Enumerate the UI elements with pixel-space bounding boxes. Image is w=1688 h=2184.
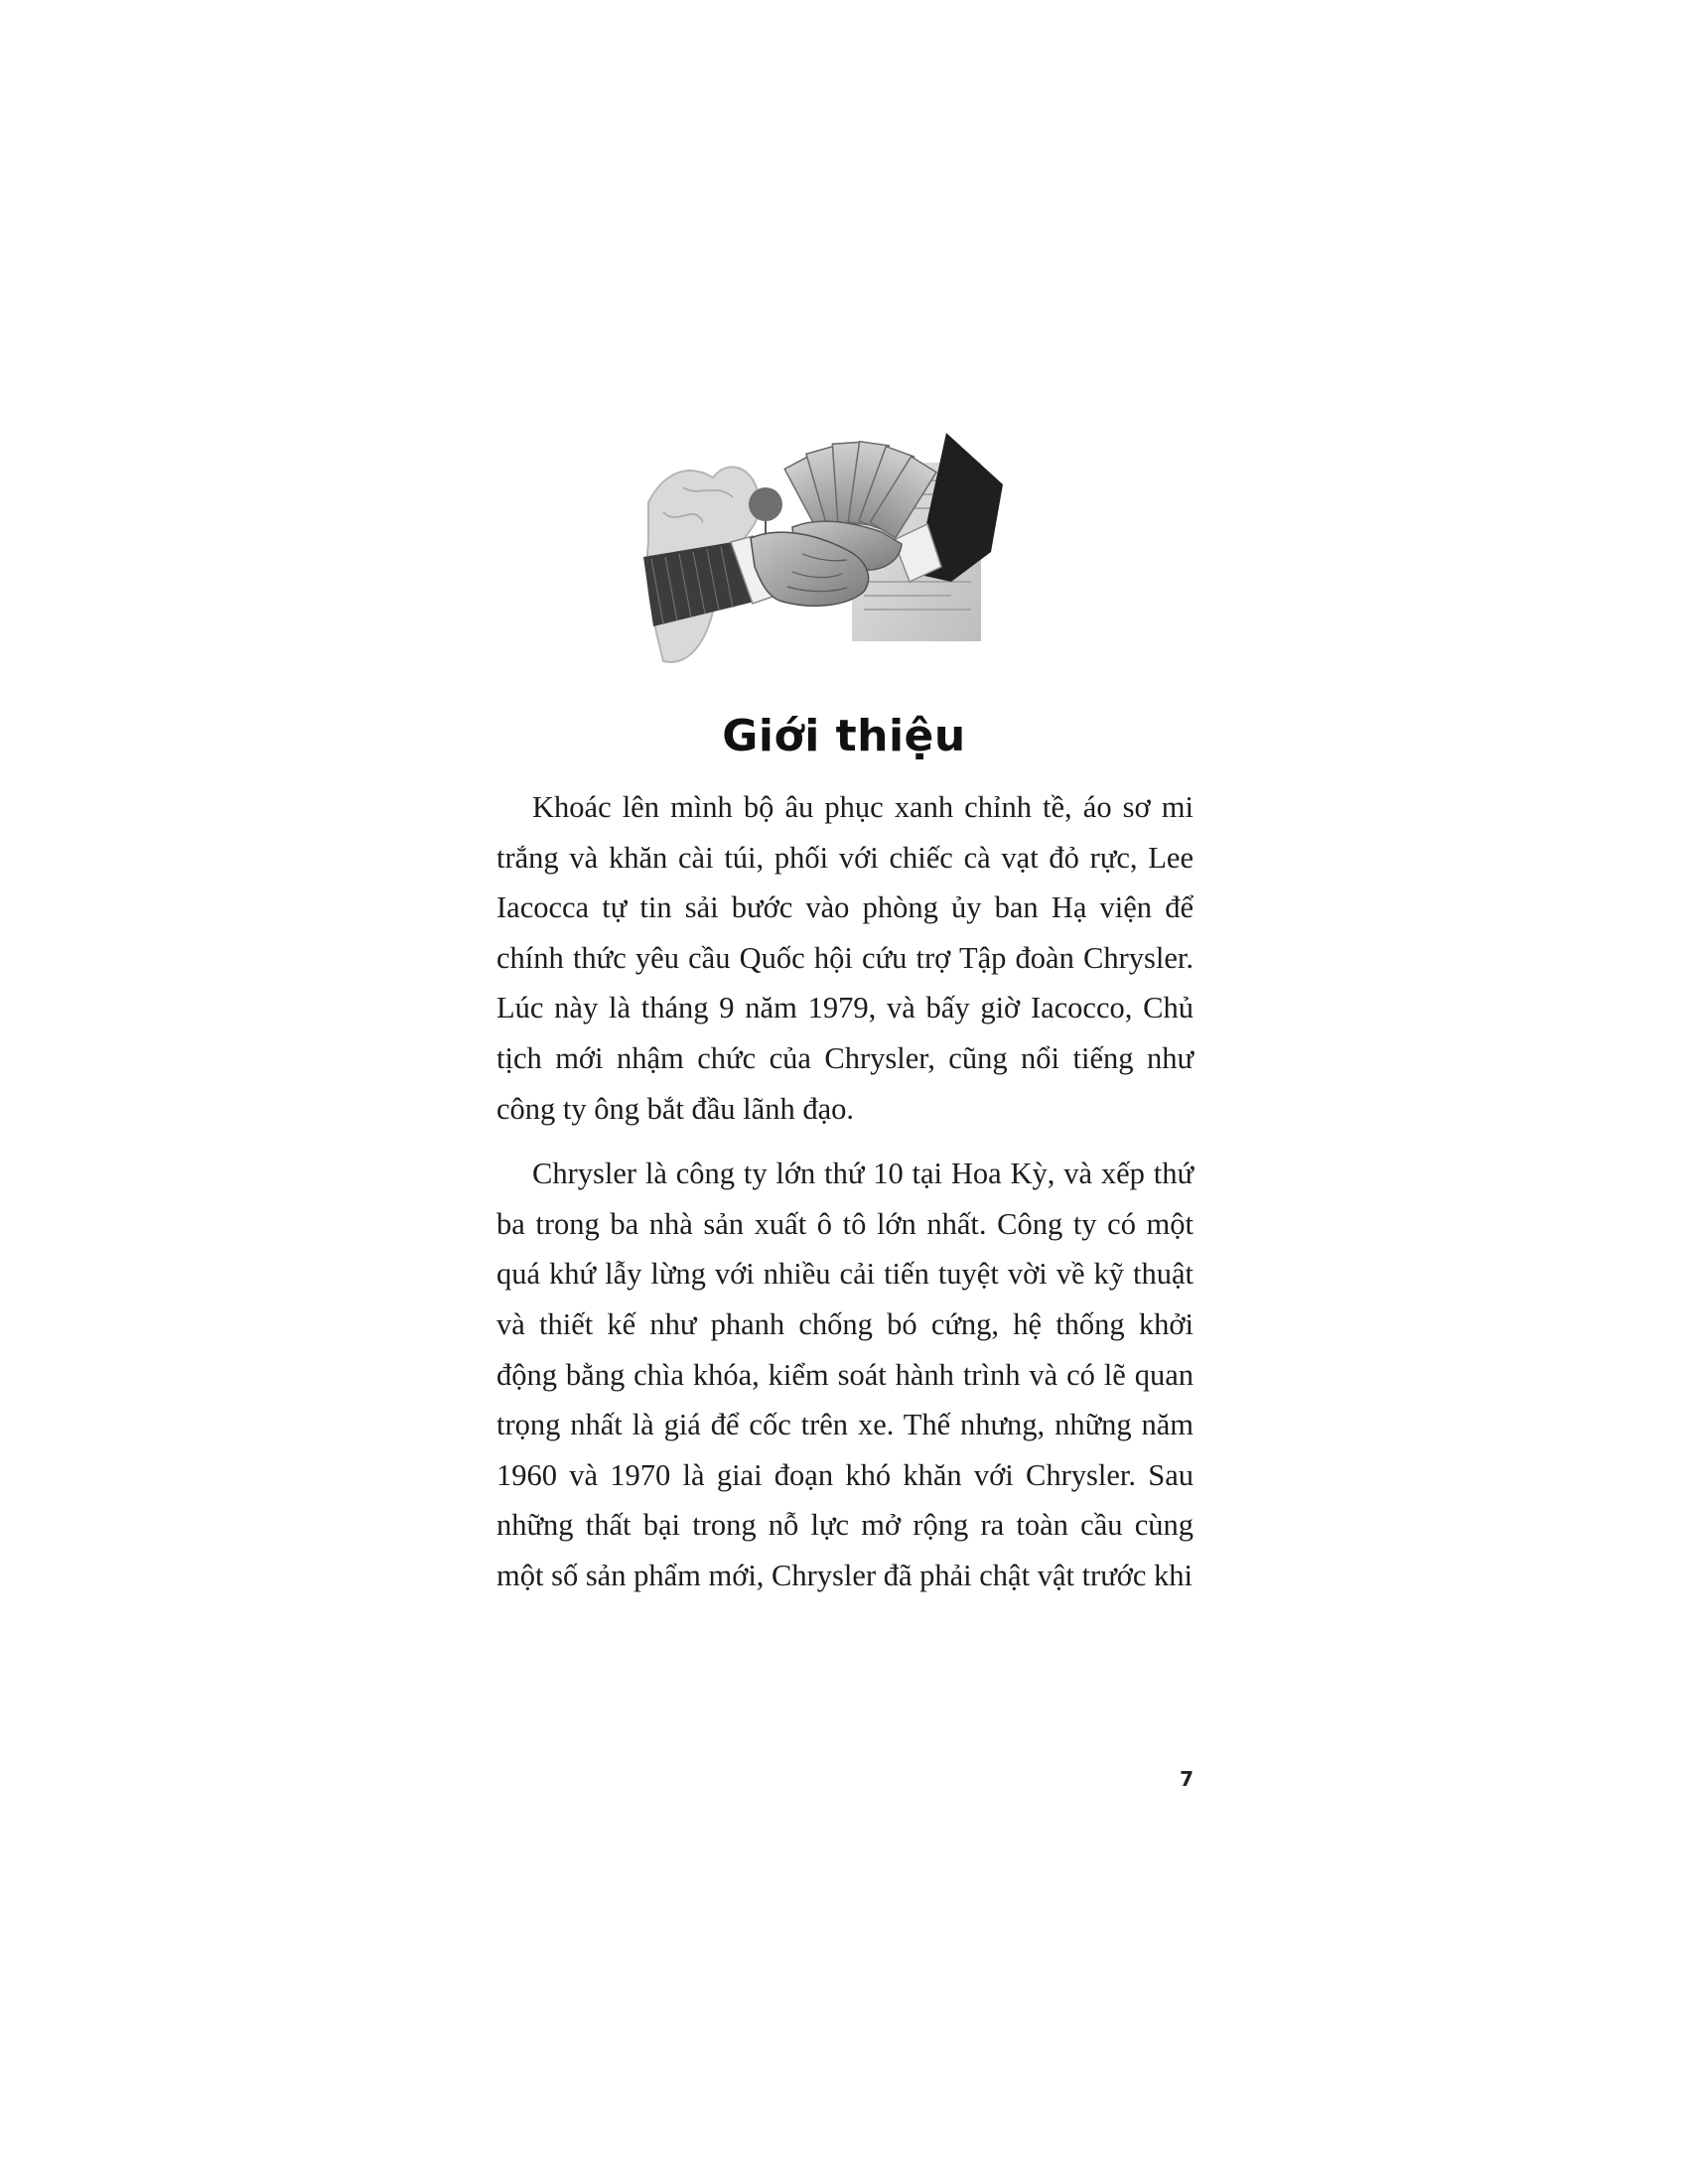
body-text xyxy=(496,782,1194,1616)
paragraph: Chrysler là công ty lớn thứ 10 tại Hoa Kỳ, và xếp thứ ba trong ba nhà sản xuất ô tô lớn nhất. Công ty có một quá khứ lẫy lừng với nhiều cải tiến tuyệt vời về kỹ thuật và thiết kế như phanh chống bó cứng, hệ thống khởi động bằng chìa khóa, kiểm soát hành trình và có lẽ quan trọng nhất là giá để cốc trên xe. Thế nhưng, những năm 1960 và 1970 là giai đoạn khó khăn với Chrysler. Sau những thất bại trong nỗ lực mở rộng ra toàn cầu cùng một số sản phẩm mới, Chrysler đã phải chật vật trước khi xyxy=(496,1157,1194,1592)
handshake-icon xyxy=(643,433,1031,681)
chapter-title: Giới thiệu xyxy=(722,711,966,761)
page-number: 7 xyxy=(1180,1767,1194,1791)
paragraph: Khoác lên mình bộ âu phục xanh chỉnh tề, áo sơ mi trắng và khăn cài túi, phối với chiếc cà vạt đỏ rực, Lee Iacocca tự tin sải bước vào phòng ủy ban Hạ viện để chính thức yêu cầu Quốc hội cứu trợ Tập đoàn Chrysler. Lúc này là tháng 9 năm 1979, và bấy giờ Iacocco, Chủ tịch mới nhậm chức của Chrysler, cũng nổi tiếng như công ty ông bắt đầu lãnh đạo. xyxy=(496,790,1194,1126)
handshake-money-illustration xyxy=(643,433,1031,681)
